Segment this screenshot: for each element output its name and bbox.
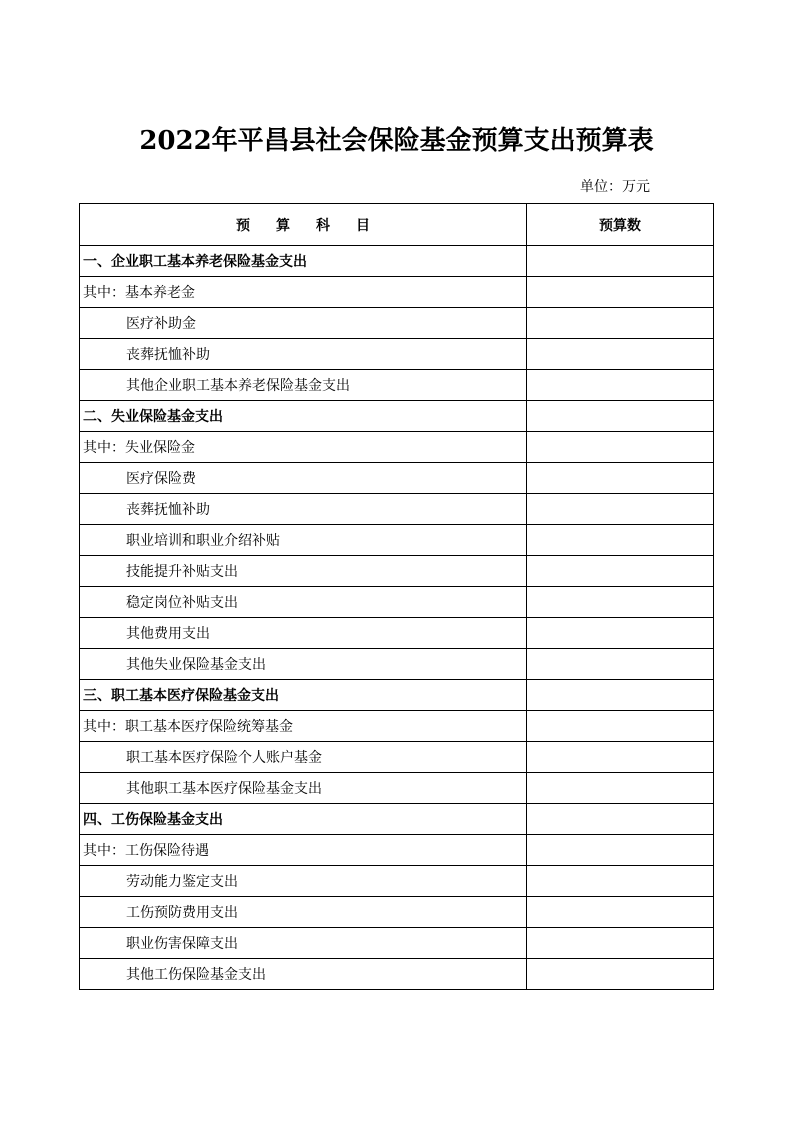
header-subject-text: 预算科目: [236, 217, 396, 234]
row-label: 二、失业保险基金支出: [80, 401, 527, 432]
row-value: [527, 370, 714, 401]
row-value: [527, 804, 714, 835]
table-row: [80, 804, 714, 835]
row-value: [527, 463, 714, 494]
row-value: [527, 246, 714, 277]
row-value: [527, 959, 714, 990]
row-value: [527, 835, 714, 866]
row-value: [527, 401, 714, 432]
row-label: 工伤预防费用支出: [80, 897, 527, 928]
budget-table: [79, 203, 714, 990]
table-row: [80, 432, 714, 463]
row-label: 医疗保险费: [80, 463, 527, 494]
table-row: [80, 711, 714, 742]
row-label: 其他企业职工基本养老保险基金支出: [80, 370, 527, 401]
table-row: [80, 587, 714, 618]
row-label: 职业伤害保障支出: [80, 928, 527, 959]
row-label: 其中：职工基本医疗保险统筹基金: [80, 711, 527, 742]
row-value: [527, 928, 714, 959]
row-label: 稳定岗位补贴支出: [80, 587, 527, 618]
table-row: [80, 339, 714, 370]
row-label: 医疗补助金: [80, 308, 527, 339]
row-value: [527, 866, 714, 897]
row-value: [527, 432, 714, 463]
row-label: 劳动能力鉴定支出: [80, 866, 527, 897]
row-value: [527, 525, 714, 556]
row-label: 技能提升补贴支出: [80, 556, 527, 587]
unit-label: 单位：万元: [580, 179, 650, 195]
table-header-row: [80, 204, 714, 246]
row-value: [527, 897, 714, 928]
table-row: [80, 866, 714, 897]
row-value: [527, 773, 714, 804]
row-value: [527, 494, 714, 525]
row-value: [527, 649, 714, 680]
row-label: 职业培训和职业介绍补贴: [80, 525, 527, 556]
row-label: 其他工伤保险基金支出: [80, 959, 527, 990]
header-amount: 预算数: [527, 204, 714, 246]
table-row: [80, 308, 714, 339]
row-value: [527, 618, 714, 649]
row-label: 丧葬抚恤补助: [80, 339, 527, 370]
header-subject: [80, 204, 527, 246]
row-value: [527, 308, 714, 339]
row-label: 其他职工基本医疗保险基金支出: [80, 773, 527, 804]
table-row: [80, 959, 714, 990]
table-row: [80, 277, 714, 308]
row-label: 其中：工伤保险待遇: [80, 835, 527, 866]
table-row: [80, 463, 714, 494]
row-label: 其他失业保险基金支出: [80, 649, 527, 680]
row-label: 其他费用支出: [80, 618, 527, 649]
table-row: [80, 897, 714, 928]
table-row: [80, 246, 714, 277]
table-row: [80, 556, 714, 587]
page-title: 2022年平昌县社会保险基金预算支出预算表: [139, 126, 654, 156]
row-label: 其中：失业保险金: [80, 432, 527, 463]
table-row: [80, 649, 714, 680]
table-row: [80, 494, 714, 525]
table-row: [80, 928, 714, 959]
table-row: [80, 742, 714, 773]
table-row: [80, 401, 714, 432]
row-value: [527, 277, 714, 308]
table-row: [80, 525, 714, 556]
table-row: [80, 370, 714, 401]
row-label: 职工基本医疗保险个人账户基金: [80, 742, 527, 773]
row-value: [527, 711, 714, 742]
table-row: [80, 835, 714, 866]
table-row: [80, 680, 714, 711]
row-value: [527, 742, 714, 773]
row-label: 其中：基本养老金: [80, 277, 527, 308]
table-row: [80, 773, 714, 804]
row-label: 一、企业职工基本养老保险基金支出: [80, 246, 527, 277]
table-row: [80, 618, 714, 649]
row-label: 四、工伤保险基金支出: [80, 804, 527, 835]
row-value: [527, 587, 714, 618]
row-label: 三、职工基本医疗保险基金支出: [80, 680, 527, 711]
row-value: [527, 680, 714, 711]
row-value: [527, 556, 714, 587]
row-value: [527, 339, 714, 370]
row-label: 丧葬抚恤补助: [80, 494, 527, 525]
